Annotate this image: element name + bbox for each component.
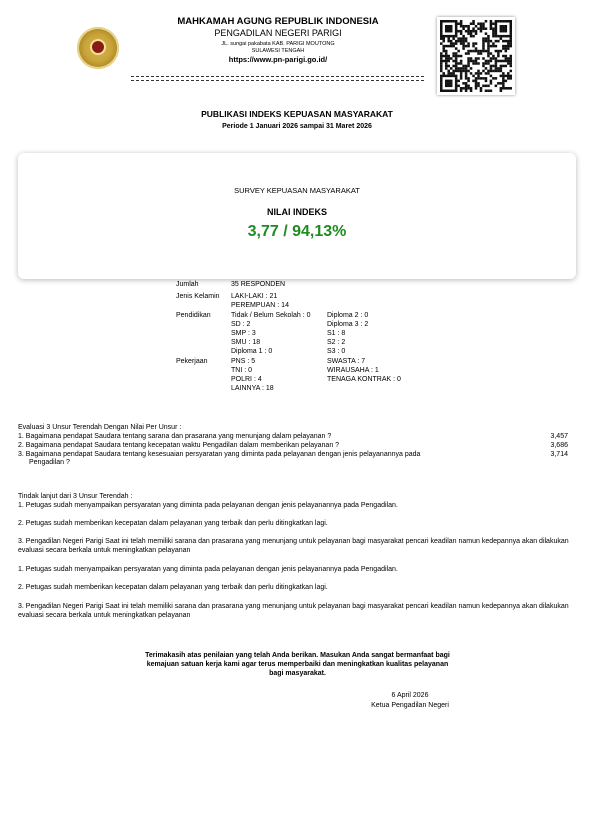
- stat-job-item: POLRI : 4: [231, 376, 262, 383]
- stat-job-item: TNI : 0: [231, 367, 253, 374]
- stat-education-item: S2 : 2: [327, 339, 346, 346]
- court-website-link[interactable]: https://www.pn-parigi.go.id/: [228, 55, 328, 64]
- signatory-title: Ketua Pengadilan Negeri: [371, 702, 449, 709]
- index-label: NILAI INDEKS: [266, 207, 327, 217]
- evaluation-item: 2. Bagaimana pendapat Saudara tentang kecepatan waktu Pengadilan dalam memberikan pelayanan ?: [18, 442, 340, 449]
- stat-job-item: LAINNYA : 18: [231, 385, 274, 392]
- evaluation-item: 3. Bagaimana pendapat Saudara tentang kesesuaian persyaratan yang diminta pada pelayanan dengan jenis pelayanannya pada: [18, 451, 421, 458]
- stat-gender-label: Jenis Kelamin: [176, 293, 220, 300]
- stat-education-item: SMU : 18: [231, 339, 261, 346]
- stat-job-item: PNS : 5: [231, 358, 256, 365]
- stat-job-item: WIRAUSAHA : 1: [327, 367, 379, 374]
- followup-item: 3. Pengadilan Negeri Parigi Saat ini telah memiliki sarana dan prasarana yang menunjang untuk pelayanan bagi masyarakat pencari keadilan namun kedepannya akan dilakukan evaluasi secara berkala untuk meningkatkan pelayanan: [18, 603, 569, 619]
- stat-education-item: S1 : 8: [327, 330, 346, 337]
- survey-heading: SURVEY KEPUASAN MASYARAKAT: [234, 186, 360, 195]
- survey-index-card: [18, 153, 576, 279]
- followup-item: 1. Petugas sudah menyampaikan persyaratan yang diminta pada pelayanan dengan jenis pelayanannya pada Pengadilan.: [18, 502, 398, 509]
- evaluation-score: 3,457: [550, 433, 568, 440]
- stat-education-item: SMP : 3: [231, 330, 256, 337]
- qr-code-icon: [437, 17, 515, 95]
- evaluation-score: 3,714: [550, 451, 568, 458]
- stat-job-item: SWASTA : 7: [327, 358, 366, 365]
- evaluation-title: Evaluasi 3 Unsur Terendah Dengan Nilai Per Unsur :: [18, 424, 182, 431]
- header-divider: [131, 76, 424, 81]
- followup-item: 3. Pengadilan Negeri Parigi Saat ini telah memiliki sarana dan prasarana yang menunjang untuk pelayanan bagi masyarakat pencari keadilan namun kedepannya akan dilakukan evaluasi secara berkala untuk meningkatkan pelayanan: [18, 538, 569, 554]
- institution-name: MAHKAMAH AGUNG REPUBLIK INDONESIA: [177, 16, 379, 27]
- stat-education-item: S3 : 0: [327, 348, 346, 355]
- followup-item: 2. Petugas sudah memberikan kecepatan dalam pelayanan yang terbaik dan perlu ditingkatkan lagi.: [18, 584, 328, 591]
- stat-job-label: Pekerjaan: [176, 358, 208, 365]
- signature-date: 6 April 2026: [391, 692, 429, 699]
- followup-item: 2. Petugas sudah memberikan kecepatan dalam pelayanan yang terbaik dan perlu ditingkatkan lagi.: [18, 520, 328, 527]
- court-name: PENGADILAN NEGERI PARIGI: [214, 28, 342, 38]
- stat-education-item: Diploma 1 : 0: [231, 348, 273, 355]
- court-province: SULAWESI TENGAH: [251, 48, 305, 54]
- court-address: JL. sungai pakabata KAB. PARIGI MOUTONG: [221, 41, 335, 47]
- stat-education-label: Pendidikan: [176, 312, 211, 319]
- stat-gender-male: LAKI-LAKI : 21: [231, 293, 278, 300]
- evaluation-score: 3,686: [550, 442, 568, 449]
- evaluation-item: 1. Bagaimana pendapat Saudara tentang sarana dan prasarana yang menunjang dalam pelayanan ?: [18, 433, 332, 440]
- closing-thanks: Terimakasih atas penilaian yang telah Anda berikan. Masukan Anda sangat bermanfaat bagi kemajuan satuan kerja kami agar terus memperbaiki dan meningkatkan kualitas pelayanan bagi masyarakat.: [145, 652, 450, 677]
- evaluation-item-continued: Pengadilan ?: [29, 459, 70, 466]
- followup-title: Tindak lanjut dari 3 Unsur Terendah :: [18, 493, 133, 500]
- publication-period: Periode 1 Januari 2026 sampai 31 Maret 2026: [222, 123, 372, 130]
- stat-jumlah-label: Jumlah: [176, 281, 199, 288]
- followup-item: 1. Petugas sudah menyampaikan persyaratan yang diminta pada pelayanan dengan jenis pelayanannya pada Pengadilan.: [18, 566, 398, 573]
- stat-education-item: Diploma 3 : 2: [327, 321, 369, 328]
- stat-education-item: SD : 2: [231, 321, 251, 328]
- stat-gender-female: PEREMPUAN : 14: [231, 302, 289, 309]
- stat-job-item: TENAGA KONTRAK : 0: [327, 376, 401, 383]
- stat-jumlah-value: 35 RESPONDEN: [231, 281, 286, 288]
- stat-education-item: Diploma 2 : 0: [327, 312, 369, 319]
- index-value: 3,77 / 94,13%: [247, 223, 347, 240]
- court-emblem-icon: [77, 27, 119, 69]
- stat-education-item: Tidak / Belum Sekolah : 0: [231, 312, 311, 319]
- publication-title: PUBLIKASI INDEKS KEPUASAN MASYARAKAT: [201, 109, 393, 119]
